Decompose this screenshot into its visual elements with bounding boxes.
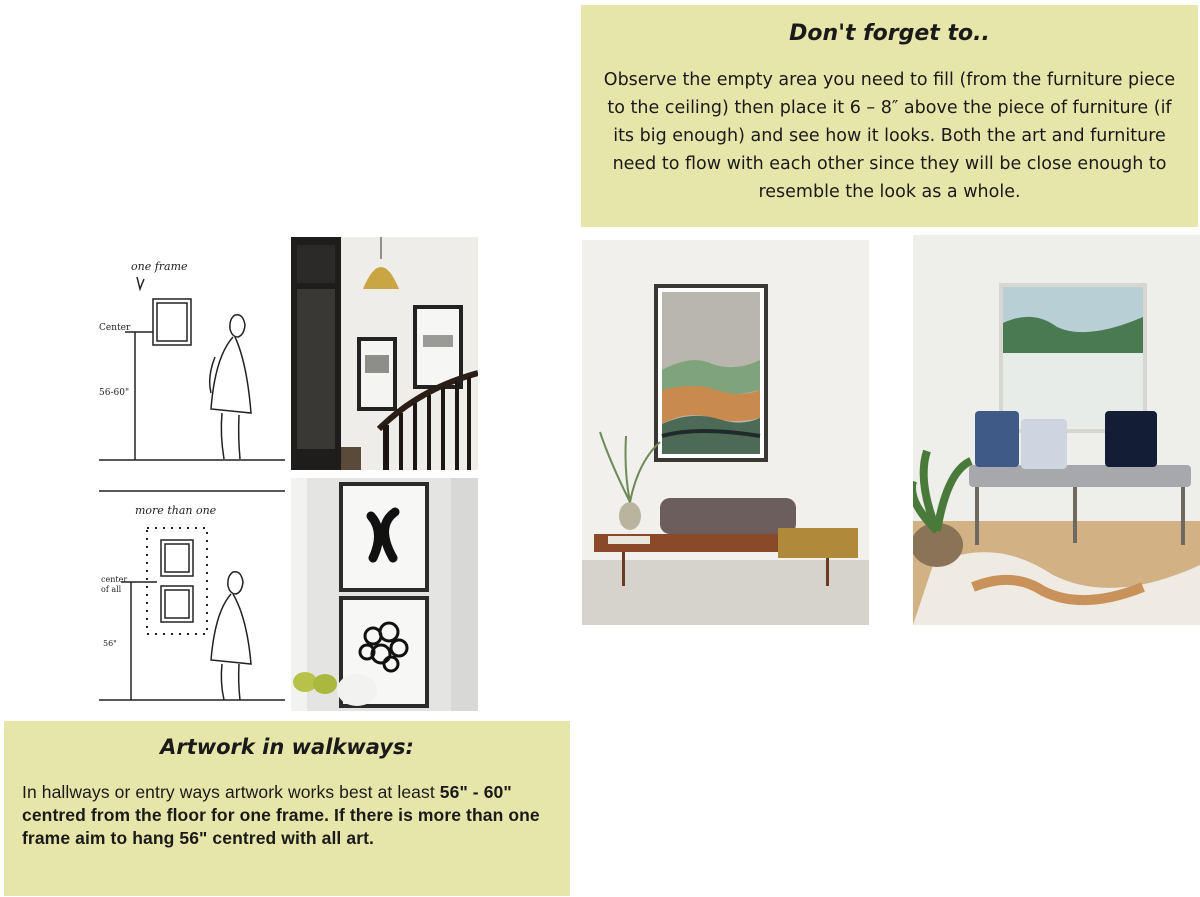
sketch-one-caption: one frame <box>131 260 188 273</box>
walkways-panel <box>4 721 570 896</box>
sketch-one-height-label: 56-60" <box>99 388 130 398</box>
tip-title: Don't forget to.. <box>789 21 990 46</box>
walkways-body-bold: 56" - 60" centred from the floor for one frame. If there is more than one frame aim to hang 56" centred with all art. <box>22 782 540 848</box>
walkways-body <box>22 781 552 850</box>
photo-stacked-prints <box>291 478 478 711</box>
tip-body: Observe the empty area you need to fill (from the furniture piece to the ceiling) then place it 6 – 8″ above the piece of furniture (if its big enough) and see how it looks. Both the art and furniture need to flow with each other since they will be close enough to resemble the look as a whole. <box>603 70 1176 202</box>
tip-panel <box>581 5 1198 227</box>
photo-bench-pillows <box>913 235 1200 625</box>
photo-bench-landscape-art <box>582 240 869 625</box>
sketch-two-caption: more than one <box>135 504 217 517</box>
sketch-two-height-label: 56" <box>103 639 117 648</box>
walkways-title: Artwork in walkways: <box>160 735 414 759</box>
sketch-multiple-frames <box>97 478 287 710</box>
walkways-body-plain: In hallways or entry ways artwork works best at least <box>22 782 440 802</box>
sketch-two-center-label-2: of all <box>101 585 122 594</box>
sketch-one-frame <box>97 237 287 469</box>
sketch-two-center-label-1: center <box>101 575 128 584</box>
sketch-one-center-label: Center <box>99 323 131 333</box>
photo-staircase <box>291 237 478 470</box>
